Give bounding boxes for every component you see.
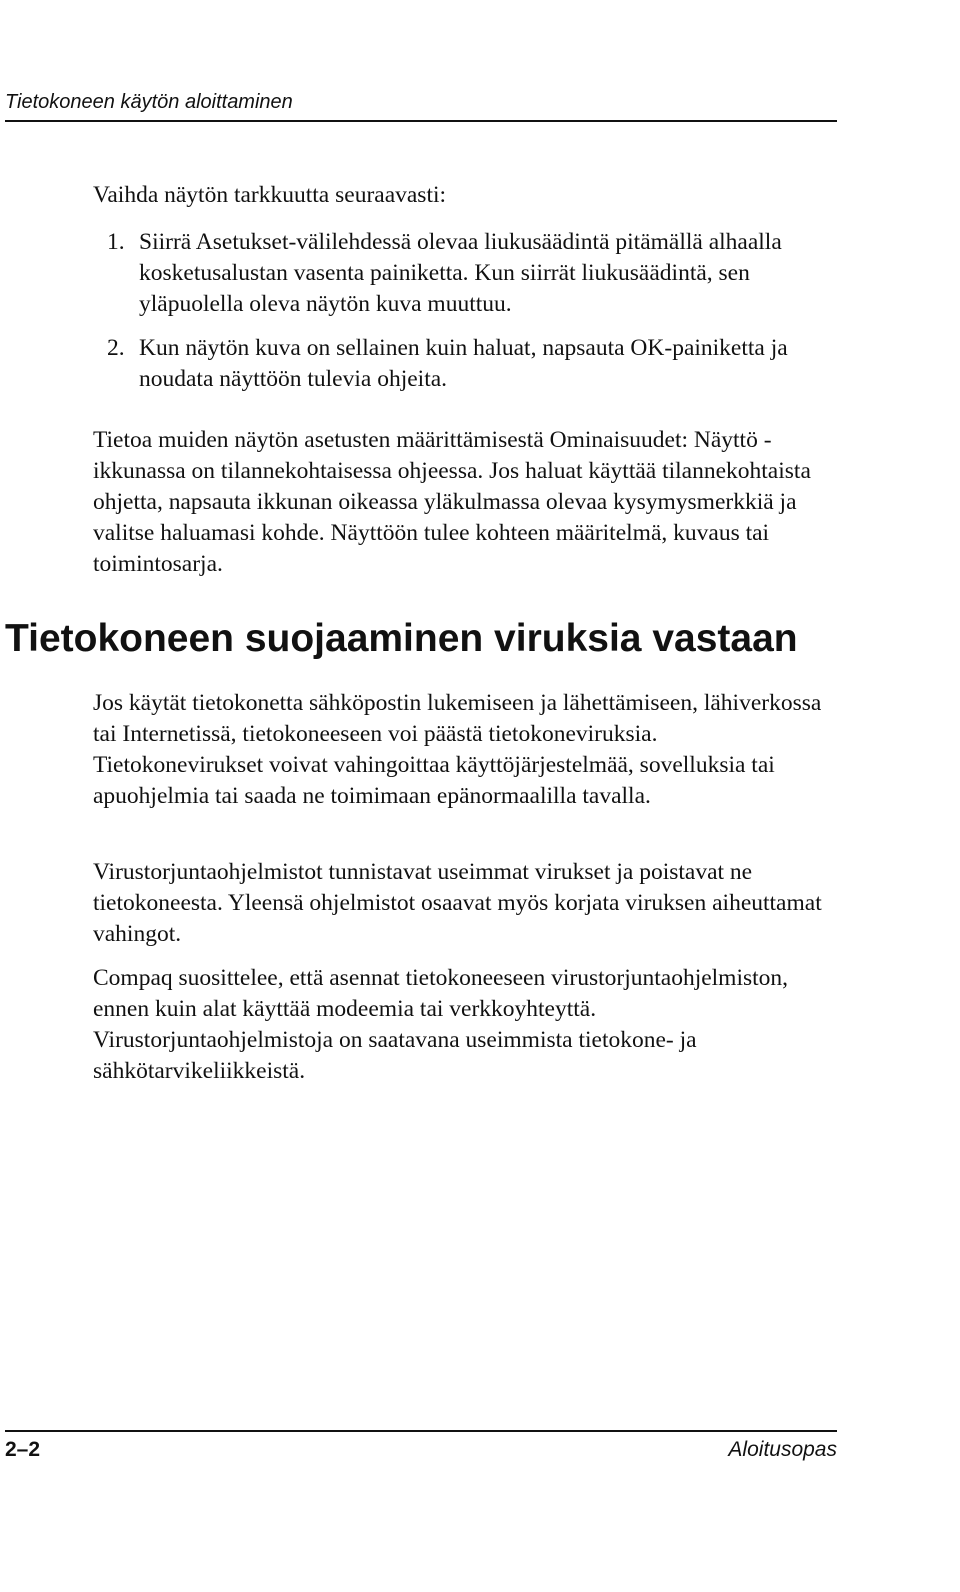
book-title: Aloitusopas [728,1438,837,1461]
step-number: 2. [107,335,125,361]
section-paragraph: Compaq suosittelee, että asennat tietokoneeseen virustorjuntaohjelmiston, ennen kuin alat käyttää modeemia tai verkkoyhteyttä. Virustorjuntaohjelmistoja on saatavana useimmista tietokone- ja sähkötarvikeliikkeistä. [93,965,789,1084]
section-heading: Tietokoneen suojaaminen viruksia vastaan [5,617,798,660]
running-header: Tietokoneen käytön aloittaminen [5,90,837,122]
step-text: Kun näytön kuva on sellainen kuin haluat, napsauta OK-painiketta ja noudata näyttöön tulevia ohjeita. [139,335,788,392]
footer-divider [5,1430,837,1432]
step-number: 1. [107,229,125,255]
section-paragraph: Jos käytät tietokonetta sähköpostin lukemiseen ja lähettämiseen, lähiverkossa tai Internetissä, tietokoneeseen voi päästä tietokoneviruksia. Tietokonevirukset voivat vahingoittaa käyttöjärjestelmää, sovelluksia tai apuohjelmia tai saada ne toimimaan epänormaalilla tavalla. [93,690,822,809]
intro-text: Vaihda näytön tarkkuutta seuraavasti: [93,182,447,208]
page-number: 2–2 [5,1438,41,1461]
section-paragraph: Virustorjuntaohjelmistot tunnistavat useimmat virukset ja poistavat ne tietokoneesta. Yleensä ohjelmistot osaavat myös korjata viruksen aiheuttamat vahingot. [93,859,822,947]
list-item [93,227,833,320]
info-paragraph: Tietoa muiden näytön asetusten määrittämisestä Ominaisuudet: Näyttö -ikkunassa on tilannekohtaisessa ohjeessa. Jos haluat käyttää tilannekohtaista ohjetta, napsauta ikkunan oikeassa yläkulmassa olevaa kysymysmerkkiä ja valitse haluamasi kohde. Näyttöön tulee kohteen määritelmä, kuvaus tai toimintosarja. [93,427,811,577]
list-item [93,333,833,395]
step-list [93,227,833,395]
step-text: Siirrä Asetukset-välilehdessä olevaa liukusäädintä pitämällä alhaalla kosketusalustan vasenta painiketta. Kun siirrät liukusäädintä, sen yläpuolella oleva näytön kuva muuttuu. [139,229,782,317]
